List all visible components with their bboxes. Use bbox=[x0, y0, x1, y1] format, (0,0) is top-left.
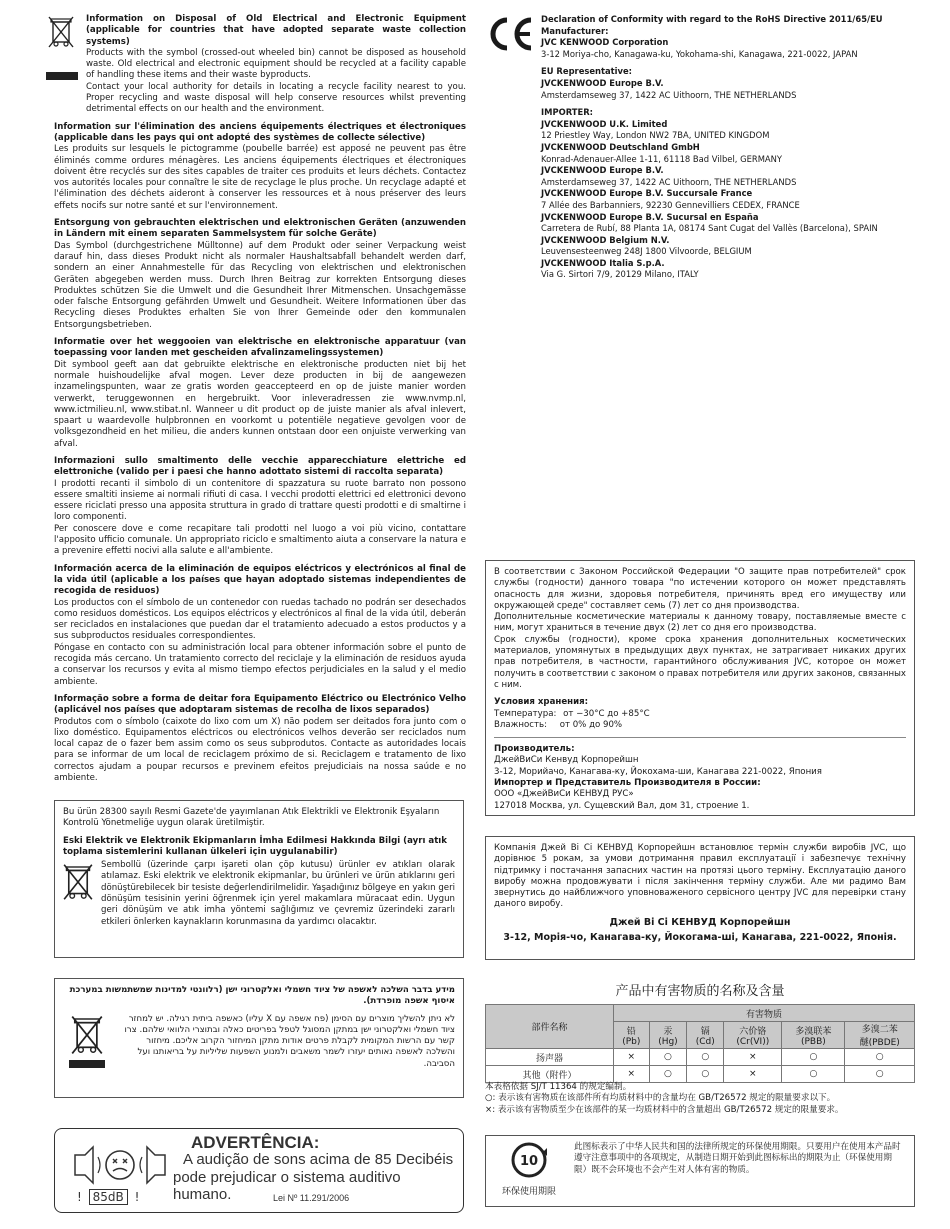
warning-line-2: pode prejudicar o sistema auditivo humano. bbox=[173, 1169, 401, 1203]
weee-es-title: Información acerca de la eliminación de equipos eléctricos y electrónicos al final de la vida útil (aplicable a los países que hayan adoptado sistemas independientes de recogida de residuos) bbox=[54, 563, 466, 597]
mark-cell: ○ bbox=[845, 1066, 915, 1083]
turkish-weee-box bbox=[54, 800, 464, 958]
importer-name: JVCKENWOOD Italia S.p.A. bbox=[541, 257, 665, 268]
weee-en-body-2: Contact your local authority for details in locating a recycle facility nearest to you. Proper recycling and waste disposal will help conserve resources whilst preventing detrimental effects on our health and the environment. bbox=[86, 81, 466, 115]
china-note: ×: 表示该有害物质至少在该部件的某一均质材料中的含量超出 GB/T26572 规定的限量要求。 bbox=[485, 1104, 844, 1115]
importer-address: Via G. Sirtori 7/9, 20129 Milano, ITALY bbox=[541, 269, 699, 280]
warning-exclamation-right: ! bbox=[134, 1190, 140, 1204]
rohs-title: Declaration of Conformity with regard to the RoHS Directive 2011/65/EU bbox=[541, 14, 883, 24]
mark-cell: ○ bbox=[782, 1049, 845, 1066]
russian-importer-line: ООО «ДжейВиСи КЕНВУД РУС» bbox=[494, 789, 634, 800]
weee-en-body-1: Products with the symbol (crossed-out wheeled bin) cannot be disposed as household waste. Old electrical and electronic equipment should be recycled at a facility capable of handling these items and their waste byproducts. bbox=[86, 47, 466, 81]
importer-address: Leuvensesteenweg 248J 1800 Vilvoorde, BELGIUM bbox=[541, 246, 752, 257]
hebrew-weee-box bbox=[54, 978, 464, 1098]
weee-it-section bbox=[54, 456, 466, 558]
weee-nl-section bbox=[54, 337, 466, 450]
rohs-manufacturer-name: JVC KENWOOD Corporation bbox=[541, 37, 669, 48]
mark-cell: ○ bbox=[649, 1066, 687, 1083]
substance-header: 六价铬 (Cr(VI)) bbox=[724, 1022, 782, 1049]
epup-number: 10 bbox=[519, 1154, 539, 1169]
warning-law: Lei Nº 11.291/2006 bbox=[273, 1193, 350, 1203]
rohs-eu-rep-address: Amsterdamseweg 37, 1422 AC Uithoorn, THE NETHERLANDS bbox=[541, 89, 797, 100]
epup-text: 此图标表示了中华人民共和国的法律所规定的环保使用期限。只要用户在使用本产品时遵守注意事项中的各项规定，从制造日期开始到此图标标出的期限为止（环保使用期限）既不会环境也不会产生对人体有害的物质。 bbox=[574, 1142, 901, 1175]
mark-cell: ○ bbox=[687, 1049, 724, 1066]
mark-cell: ○ bbox=[687, 1066, 724, 1083]
turkish-body: Sembollü (üzerinde çarpı işareti olan çöp kutusu) ürünler ev atıkları olarak atılamaz. Eski elektrik ve elektronik ekipmanlar, bu ürünleri ve ürün atıklarını geri dönüştürebilecek bir tesiste değerlendirilmelidir. Yaşadığınız bölgeye en yakın geri dönüşüm tesisinin yerini öğrenmek için yerel makamlara müracaat edin. Uygun geri dönüşüm ve atık imha yöntemi sağlığımız ve çevremiz üzerindeki zararlı etkileri önlerken kaynakların korunmasına da yardımcı olacaktır. bbox=[101, 860, 455, 927]
hearing-warning-box bbox=[54, 1128, 464, 1213]
russian-maker-title: Производитель: bbox=[494, 744, 575, 755]
rohs-manufacturer-address: 3-12 Moriya-cho, Kanagawa-ku, Yokohama-shi, Kanagawa, 221-0022, JAPAN bbox=[541, 48, 858, 59]
weee-pt-section bbox=[54, 694, 466, 784]
ukrainian-body: Компанія Джей Ві Сі КЕНВУД Корпорейшн встановлює термін служби виробів JVC, що дорівнює 5 рокам, за умови дотримання правил експлуатації і забезпечує технічну підтримку і постачання запасних частин на протязі цього терміну. Експлуатацію даного виробу можна продовжувати і після закінчення терміну служби. Але ми радимо Вам звернутись до найближчого уповноваженого сервісного центру JVC для перевірки стану даного виробу. bbox=[494, 843, 906, 910]
russian-humidity bbox=[494, 720, 906, 731]
weee-es-section bbox=[54, 564, 466, 688]
mark-cell: ○ bbox=[649, 1049, 687, 1066]
mark-cell: × bbox=[724, 1049, 782, 1066]
importer-address: Carretera de Rubí, 88 Planta 1A, 08174 Sant Cugat del Vallès (Barcelona), SPAIN bbox=[541, 223, 878, 234]
weee-es-body-2: Póngase en contacto con su administración local para obtener información sobre el punto de recogida más cercano. Un tratamiento correcto del reciclaje y la eliminación de residuos ayuda a conservar los recursos y evita al mismo tiempo efectos perjudiciales en la salud y el medio ambiente. bbox=[54, 642, 466, 687]
ukrainian-company: Джей Ві Сі КЕНВУД Корпорейшн bbox=[609, 916, 791, 928]
importer-name: JVCKENWOOD Belgium N.V. bbox=[541, 234, 670, 245]
importer-address: Amsterdamseweg 37, 1422 AC Uithoorn, THE NETHERLANDS bbox=[541, 176, 797, 187]
weee-fr-section bbox=[54, 122, 466, 212]
weee-black-bar bbox=[69, 1060, 105, 1068]
importer-address: 7 Allée des Barbanniers, 92230 Gennevilliers CEDEX, FRANCE bbox=[541, 199, 800, 210]
epup-10-year-icon bbox=[509, 1140, 549, 1180]
part-name-cell: 其他（附件） bbox=[486, 1066, 614, 1083]
china-rohs-title: 产品中有害物质的名称及含量 bbox=[615, 984, 785, 999]
weee-de-title: Entsorgung von gebrauchten elektrischen und elektronischen Geräten (anzuwenden in Ländern mit einem separaten Sammelsystem für solche Geräte) bbox=[54, 218, 466, 240]
weee-it-body-2: Per conoscere dove e come recapitare tali prodotti nel luogo a voi più vicino, contattare l'apposito ufficio comunale. Un appropriato riciclo e smaltimento aiuta a conservare la natura e a prevenire effetti nocivi alla salute e all'ambiente. bbox=[54, 523, 466, 557]
russian-p2: Дополнительные косметические материалы к данному товару, поставляемые вместе с ним, могут храниться в течение двух (2) лет со дня его производства. bbox=[494, 612, 906, 634]
russian-p3: Срок службы (годности), кроме срока хранения дополнительных косметических материалов, упомянутых в предыдущих двух пунктах, не затрагивает никаких других прав потребителя, в частности, гарантийного обслуживания JVC, которое он может получить в соответствии с законом о правах потребителя или других законов, связанных с ним. bbox=[494, 634, 906, 690]
weee-pt-title: Informação sobre a forma de deitar fora Equipamento Eléctrico ou Electrónico Velho (aplicável nos países que adoptaram sistemas de recolha de lixos separados) bbox=[54, 693, 466, 716]
table-row bbox=[486, 1066, 915, 1083]
part-name-cell: 扬声器 bbox=[486, 1049, 614, 1066]
importer-list bbox=[541, 119, 921, 281]
warning-db-label bbox=[77, 1189, 139, 1205]
mark-cell: ○ bbox=[782, 1066, 845, 1083]
warning-title: ADVERTÊNCIA: bbox=[191, 1133, 320, 1152]
weee-it-title: Informazioni sullo smaltimento delle vecchie apparecchiature elettriche ed elettroniche (valido per i paesi che hanno adottato sistemi di raccolta separata) bbox=[54, 455, 466, 478]
rohs-declaration bbox=[541, 14, 921, 281]
russian-maker-line: 3-12, Морийачо, Канагава-ку, Йокохама-ши, Канагава 221-0022, Япония bbox=[494, 766, 822, 777]
rohs-eu-rep-label: EU Representative: bbox=[541, 66, 633, 77]
mark-cell: × bbox=[614, 1066, 650, 1083]
warning-exclamation-left: ! bbox=[77, 1190, 82, 1204]
importer-name: JVCKENWOOD Deutschland GmbH bbox=[541, 141, 700, 152]
mark-cell: ○ bbox=[845, 1049, 915, 1066]
russian-p1: В соответствии с Законом Российской Федерации "О защите прав потребителей" срок службы (годности) данного товара "по истечении которого он может представлять опасность для жизни, здоровья потребителя, причинять вред его имуществу или окружающей среде" составляет семь (7) лет со дня производства. bbox=[494, 567, 906, 611]
table-header-substance: 有害物质 bbox=[614, 1005, 915, 1022]
warning-db-value: 85dB bbox=[89, 1189, 128, 1205]
rohs-manufacturer-label: Manufacturer: bbox=[541, 25, 609, 36]
mark-cell: × bbox=[614, 1049, 650, 1066]
weee-fr-body: Les produits sur lesquels le pictogramme (poubelle barrée) est apposé ne peuvent pas être éliminés comme ordures ménagères. Les anciens équipements électriques et électroniques doivent être recyclés sur des sites capables de traiter ces produits et leurs déchets. Contactez vos autorités locales pour connaître le site de recyclage le plus proche. Un recyclage adapté et l'élimination des déchets aideront à conserver les ressources et à nous préserver des leurs effets nocifs sur notre santé et sur l'environnement. bbox=[54, 144, 466, 211]
weee-nl-title: Informatie over het weggooien van elektrische en elektronische apparatuur (van toepassing voor landen met gescheiden afvalinzamelingssystemen) bbox=[54, 337, 466, 359]
substance-header: 多溴二苯 醚(PBDE) bbox=[845, 1022, 915, 1049]
crossed-out-bin-icon bbox=[63, 860, 93, 904]
ukrainian-box bbox=[485, 836, 915, 960]
importer-name: JVCKENWOOD Europe B.V. Succursale France bbox=[541, 188, 753, 199]
turkish-intro: Bu ürün 28300 sayılı Resmi Gazete'de yayımlanan Atık Elektrikli ve Elektronik Eşyaların Kontrolü Yönetmeliğe uygun olarak üretilmiştir. bbox=[63, 807, 440, 829]
russian-divider bbox=[494, 737, 906, 738]
turkish-title: Eski Elektrik ve Elektronik Ekipmanların İmha Edilmesi Hakkında Bilgi (ayrı atık toplama sistemlerini kullanan ülkeleri için uygulanabilir) bbox=[63, 835, 447, 857]
russian-importer-line: 127018 Москва, ул. Сущевский Вал, дом 31, строение 1. bbox=[494, 800, 750, 811]
weee-en-title: Information on Disposal of Old Electrical and Electronic Equipment (applicable for countries that have adopted separate waste collection systems) bbox=[86, 14, 466, 47]
substance-header: 多溴联苯 (PBB) bbox=[782, 1022, 845, 1049]
rohs-eu-rep-name: JVCKENWOOD Europe B.V. bbox=[541, 77, 664, 88]
hazardous-substance-table bbox=[485, 1004, 915, 1083]
importer-address: Konrad-Adenauer-Allee 1-11, 61118 Bad Vilbel, GERMANY bbox=[541, 153, 783, 164]
weee-es-body-1: Los productos con el símbolo de un contenedor con ruedas tachado no podrán ser desechados como residuos domésticos. Los equipos eléctricos y electrónicos al final de la vida útil, deberán ser reciclados en instalaciones que puedan dar el tratamiento adecuado a estos productos y a sus subproductos residuales correspondientes. bbox=[54, 597, 466, 642]
russian-storage-title: Условия хранения: bbox=[494, 697, 589, 708]
weee-de-body: Das Symbol (durchgestrichene Mülltonne) auf dem Produkt oder seiner Verpackung weist darauf hin, dass dieses Produkt nicht als normaler Haushaltsabfall behandelt werden darf, sondern an einer Annahmestelle für das Recycling von elektrischen und elektronischen Geräten abgegeben werden muss. Durch Ihren Beitrag zur korrekten Entsorgung dieses Produktes schützen Sie die Umwelt und die Gesundheit Ihrer Mitmenschen. Unsachgemässe oder falsche Entsorgung gefährden Umwelt und Gesundheit. Weitere Informationen über das Recycling dieses Produktes erhalten Sie von Ihrer Gemeinde oder den kommunalen Entsorgungsbetrieben. bbox=[54, 240, 466, 330]
russian-hum-value: от 0% до 90% bbox=[559, 719, 623, 730]
russian-box bbox=[485, 560, 915, 816]
hebrew-body: לא ניתן להשליך מוצרים עם הסימן (פח אשפה עם X עליו) כאשפה ביתית רגילה. יש למחזר ציוד חשמלי ואלקטרוני ישן במתקן המסוגל לטפל בפריטים כאלה ובתוצרי הלוואי שלהם. צרו קשר עם הרשות המקומית לקבלת פרטים אודות מתקן המיחזור הקרוב אליכם. מיחזור והשלכה לאשפה נאותים יעזרו לשמר משאבים ולמנוע השפעות שליליות על בריאותנו ועל הסביבה. bbox=[124, 1013, 455, 1069]
importer-name: JVCKENWOOD U.K. Limited bbox=[541, 118, 668, 129]
weee-en-section bbox=[54, 14, 466, 116]
warning-line-1: A audição de sons acima de 85 Decibéis bbox=[183, 1151, 454, 1168]
china-notes bbox=[485, 1082, 915, 1116]
russian-hum-label: Влажность: bbox=[494, 719, 547, 730]
table-row bbox=[486, 1049, 915, 1066]
importer-name: JVCKENWOOD Europe B.V. bbox=[541, 165, 664, 176]
hebrew-title: מידע בדבר השלכה לאשפה של ציוד חשמלי ואלקטרוני ישן (רלוונטי למדינות שמשתמשות במערכת איסוף אשפה מופרדת). bbox=[69, 985, 455, 1007]
importer-address: 12 Priestley Way, London NW2 7BA, UNITED KINGDOM bbox=[541, 130, 770, 141]
weee-it-body-1: I prodotti recanti il simbolo di un contenitore di spazzatura su ruote barrato non possono essere smaltiti insieme ai normali rifiuti di casa. I vecchi prodotti elettrici ed elettronici devono essere riciclati presso una apposita struttura in grado di trattare questi prodotti e di smaltirne i loro componenti. bbox=[54, 478, 466, 523]
weee-column bbox=[54, 14, 466, 790]
ukrainian-address: 3-12, Морія-чо, Канагава-ку, Йокогама-ші, Канагава, 221-0022, Японія. bbox=[503, 932, 897, 944]
weee-nl-body: Dit symbool geeft aan dat gebruikte elektrische en elektronische producten niet bij het normale huishoudelijke afval mogen. Lever deze producten in bij de aangewezen inzamelingspunten, waar ze gratis worden geaccepteerd en op de juiste manier worden verwerkt, teruggewonnen en hergebruikt. Voor inleveradressen zie www.nvmp.nl, www.ictmilieu.nl, www.stibat.nl. Wanneer u dit product op de juiste manier als afval inlevert, spaart u waardevolle hulpbronnen en voorkomt u potentiële negatieve gevolgen voor de volksgezondheid en het milieu, die anders kunnen ontstaan door een onjuiste verwerking van afval. bbox=[54, 359, 466, 449]
russian-temp-value: от −30°C до +85°C bbox=[563, 708, 650, 719]
russian-temp-label: Температура: bbox=[494, 708, 557, 719]
rohs-importer-label: IMPORTER: bbox=[541, 107, 594, 118]
epup-label: 环保使用期限 bbox=[501, 1187, 556, 1197]
substance-header: 铅 (Pb) bbox=[614, 1022, 650, 1049]
russian-importer-title: Импортер и Представитель Производителя в России: bbox=[494, 778, 761, 789]
crossed-out-bin-icon bbox=[48, 16, 74, 48]
epup-box bbox=[485, 1135, 915, 1207]
russian-temperature bbox=[494, 709, 906, 720]
china-note: ○: 表示该有害物质在该部件所有均质材料中的含量均在 GB/T26572 规定的限量要求以下。 bbox=[485, 1093, 836, 1104]
mark-cell: × bbox=[724, 1066, 782, 1083]
table-header-part-name: 部件名称 bbox=[486, 1005, 614, 1049]
weee-black-bar bbox=[46, 72, 78, 80]
weee-de-section bbox=[54, 218, 466, 331]
russian-maker-line: ДжейВиСи Кенвуд Корпорейшн bbox=[494, 755, 639, 766]
weee-pt-body: Produtos com o símbolo (caixote do lixo com um X) não podem ser deitados fora junto com o lixo doméstico. Equipamentos eléctricos ou electrónicos velhos deverão ser reciclados num local capaz de o fazer bem assim como os seus subprodutos. Contacte as autoridades locais para se informar de um local de reciclagem próximo de si. Reciclagem e tratamento de lixo correctos ajudam a poupar recursos e previnem efeitos prejudiciais na nossa saúde e no ambiente. bbox=[54, 716, 466, 783]
weee-fr-title: Information sur l'élimination des anciens équipements électriques et électroniques (applicable dans les pays qui ont adopté des systèmes de collecte sélective) bbox=[54, 121, 466, 143]
importer-name: JVCKENWOOD Europe B.V. Sucursal en España bbox=[541, 211, 759, 222]
ce-mark-icon bbox=[485, 14, 535, 54]
china-note: 本表格依据 SJ/T 11364 的规定编制。 bbox=[485, 1082, 632, 1092]
crossed-out-bin-icon bbox=[71, 1014, 103, 1056]
substance-header: 汞 (Hg) bbox=[649, 1022, 687, 1049]
substance-header: 镉 (Cd) bbox=[687, 1022, 724, 1049]
